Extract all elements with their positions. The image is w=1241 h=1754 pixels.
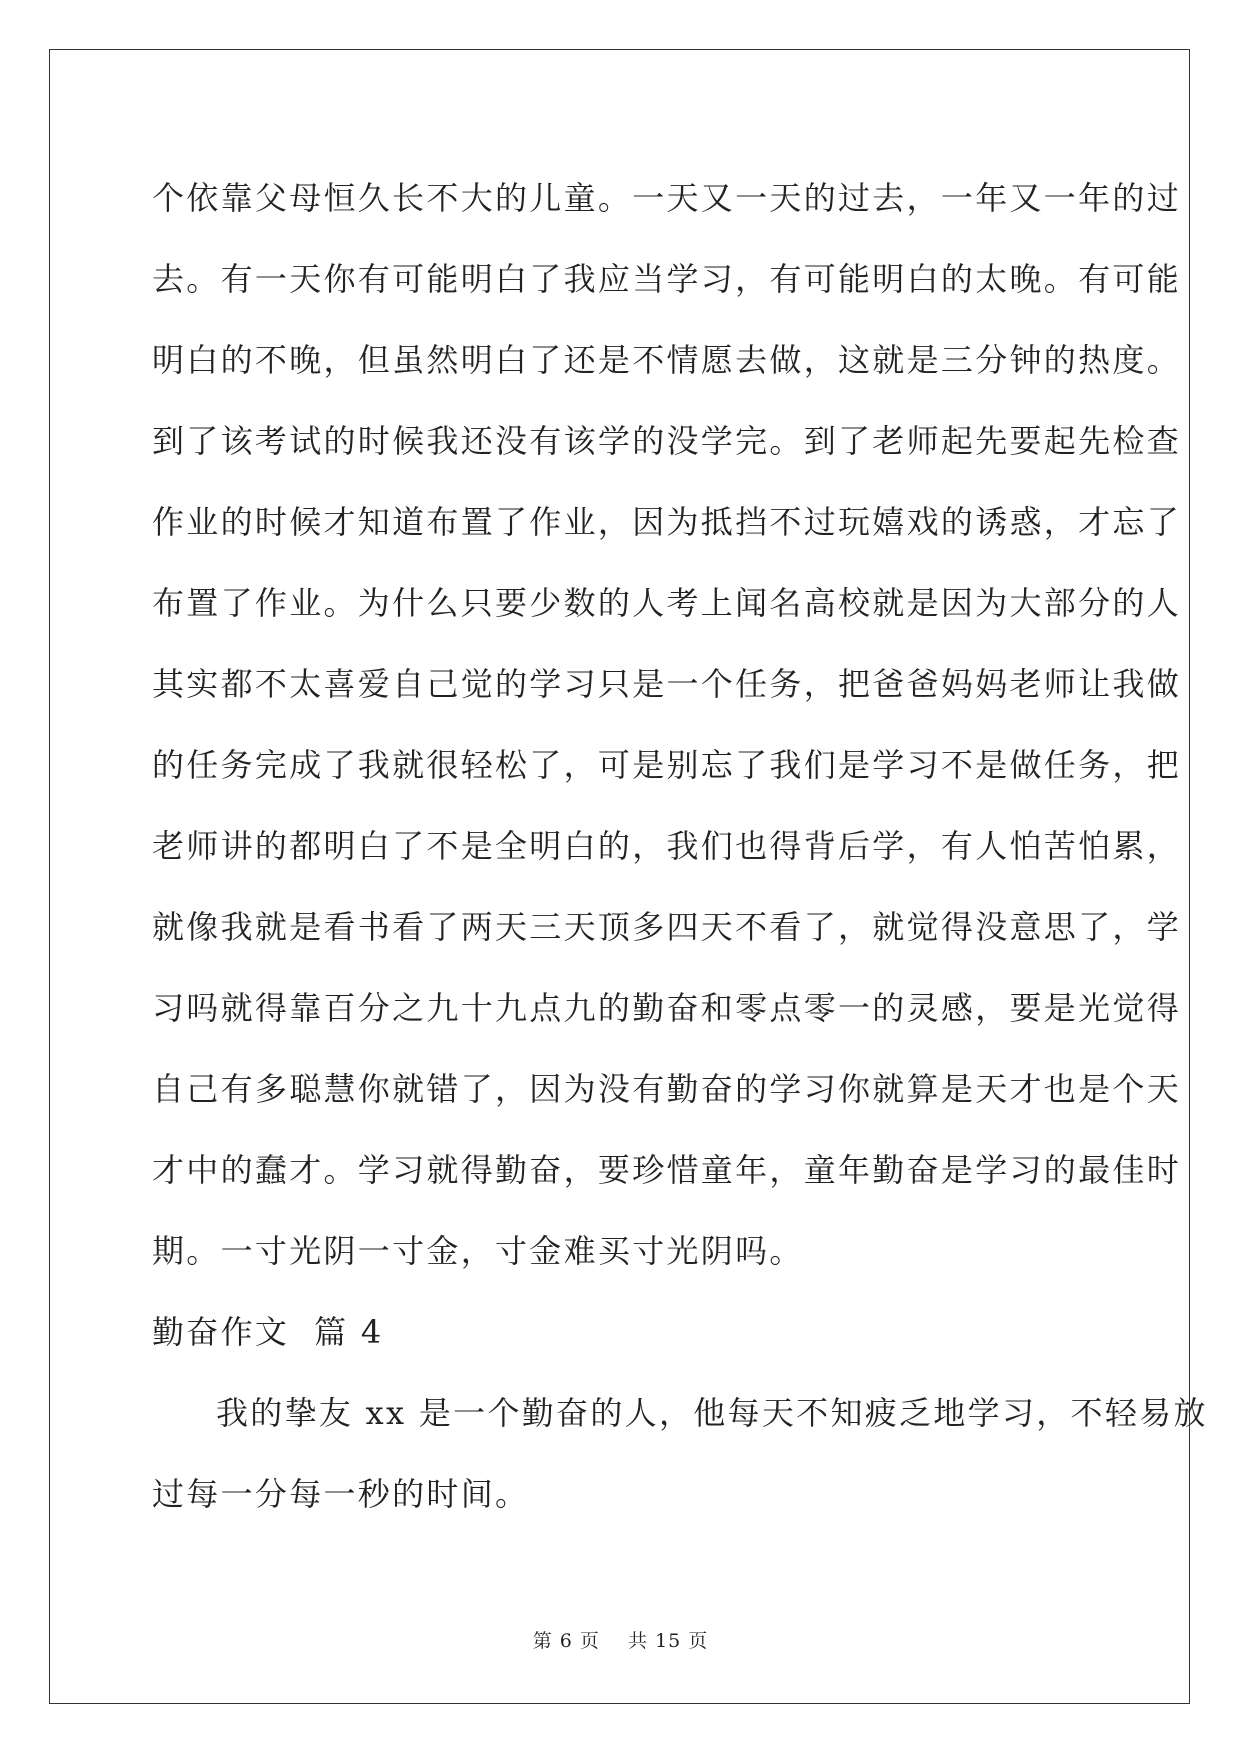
text-line: 去。有一天你有可能明白了我应当学习，有可能明白的太晚。有可能 [152, 260, 1182, 298]
text-line: 到了该考试的时候我还没有该学的没学完。到了老师起先要起先检查 [152, 422, 1182, 460]
text-line: 作业的时候才知道布置了作业，因为抵挡不过玩嬉戏的诱惑，才忘了 [152, 503, 1182, 541]
text-line: 老师讲的都明白了不是全明白的，我们也得背后学，有人怕苦怕累， [152, 827, 1182, 865]
text-line: 的任务完成了我就很轻松了，可是别忘了我们是学习不是做任务，把 [152, 746, 1182, 784]
document-body [152, 158, 1208, 1535]
text-line: 就像我就是看书看了两天三天顶多四天不看了，就觉得没意思了，学 [152, 908, 1182, 946]
text-line: 我的挚友 xx 是一个勤奋的人，他每天不知疲乏地学习，不轻易放 [216, 1394, 1208, 1432]
section-heading: 勤奋作文 篇 4 [152, 1313, 384, 1351]
text-line: 习吗就得靠百分之九十九点九的勤奋和零点零一的灵感，要是光觉得 [152, 989, 1182, 1027]
text-line: 布置了作业。为什么只要少数的人考上闻名高校就是因为大部分的人 [152, 584, 1182, 622]
text-line: 自己有多聪慧你就错了，因为没有勤奋的学习你就算是天才也是个天 [152, 1070, 1182, 1108]
text-line: 个依靠父母恒久长不大的儿童。一天又一天的过去，一年又一年的过 [152, 179, 1182, 217]
text-line: 期。一寸光阴一寸金，寸金难买寸光阴吗。 [152, 1232, 804, 1270]
text-line: 过每一分每一秒的时间。 [152, 1475, 530, 1513]
text-line: 才中的蠢才。学习就得勤奋，要珍惜童年，童年勤奋是学习的最佳时 [152, 1151, 1182, 1189]
page-number-footer: 第 6 页 共 15 页 [532, 1630, 709, 1652]
text-line: 明白的不晚，但虽然明白了还是不情愿去做，这就是三分钟的热度。 [152, 341, 1182, 379]
text-line: 其实都不太喜爱自己觉的学习只是一个任务，把爸爸妈妈老师让我做 [152, 665, 1182, 703]
